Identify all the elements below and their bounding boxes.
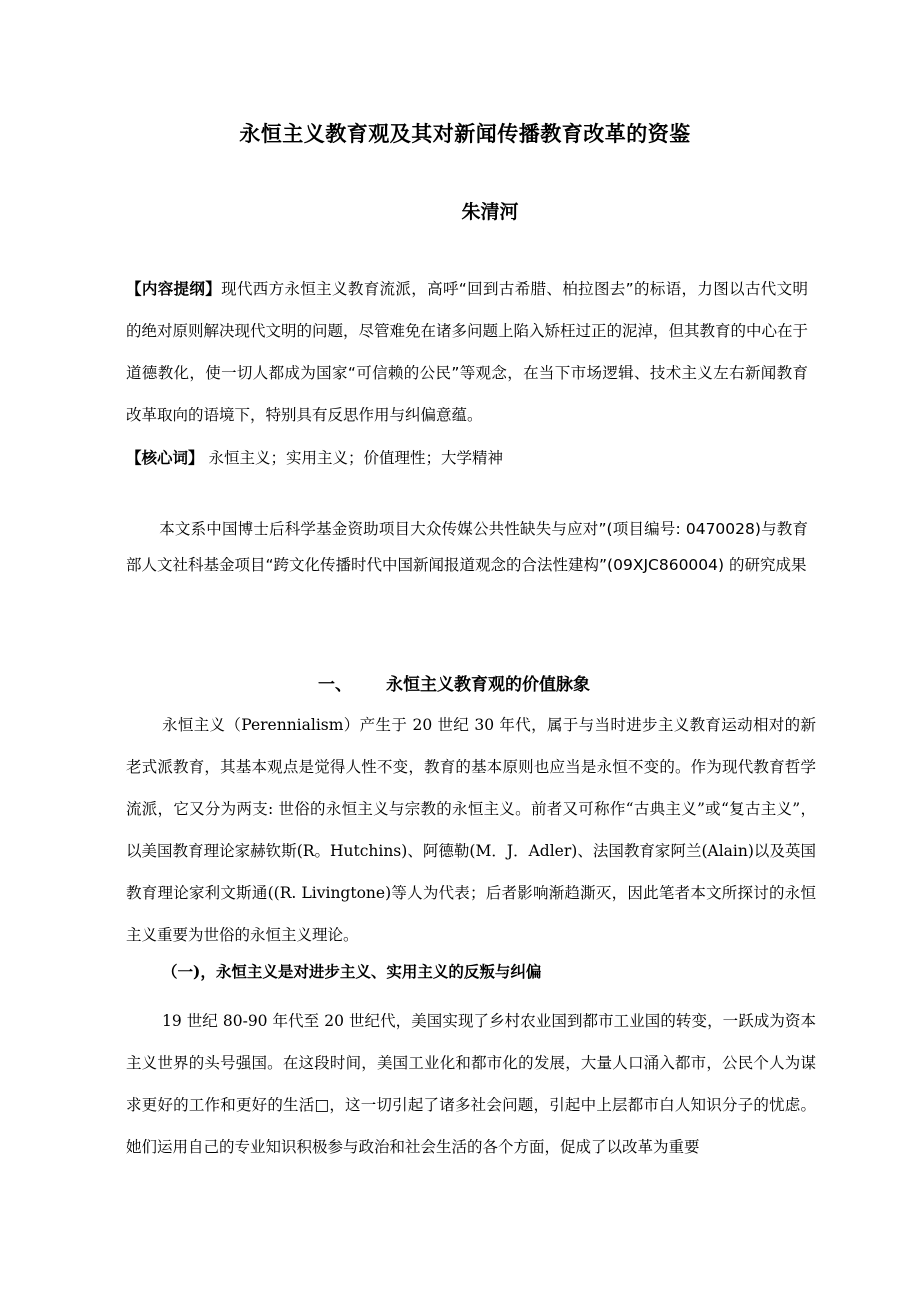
author-name: 朱清河 [461,201,519,223]
abstract-block [126,268,808,436]
abstract-text: 现代西方永恒主义教育流派，高呼“回到古希腊、柏拉图去”的标语，力图以古代文明的绝对原则解决现代文明的问题，尽管难免在诸多问题上陷入矫枉过正的泥淖，但其教育的中心在于道德教化，使一切人都成为国家“可信赖的公民”等观念，在当下市场逻辑、技术主义左右新闻教育改革取向的语境下，特别具有反思作用与纠偏意蕴。 [126,280,809,424]
section-number: 一、 [318,675,352,695]
funding-text: 本文系中国博士后科学基金资助项目大众传媒公共性缺失与应对”(项目编号: 0470028)与教育部人文社科基金项目“跨文化传播时代中国新闻报道观念的合法性建构”(09XJC860004) 的研究成果 [126,520,808,574]
body-paragraph-2: 19 世纪 80-90 年代至 20 世纪代，美国实现了乡村农业国到都市工业国的转变，一跃成为资本主义世界的头号强国。在这段时间，美国工业化和都市化的发展，大量人口涌入都市，公民个人为谋求更好的工作和更好的生活□，这一切引起了诸多社会问题，引起中上层都市白人知识分子的忧虑。她们运用自己的专业知识积极参与政治和社会生活的各个方面，促成了以改革为重要 [126,1012,816,1156]
keywords-block [126,440,808,476]
document-title: 永恒主义教育观及其对新闻传播教育改革的资鉴 [239,122,691,146]
keywords-text: 永恒主义；实用主义；价值理性；大学精神 [208,449,503,467]
abstract-label: 【内容提纲】 [126,280,222,298]
body-paragraph-1: 永恒主义（Perennialism）产生于 20 世纪 30 年代，属于与当时进步主义教育运动相对的新老式派教育，其基本观点是觉得人性不变，教育的基本原则也应当是永恒不变的。作为现代教育哲学流派，它又分为两支: 世俗的永恒主义与宗教的永恒主义。前者又可称作“古典主义”或“复古主义”，以美国教育理论家赫钦斯(R。Hutchins)、阿德勒(M．J．Adler)、法国教育家阿兰(Alain)以及英国教育理论家利文斯通((R. Livingtone)等人为代表；后者影响渐趋澌灭，因此笔者本文所探讨的永恒主义重要为世俗的永恒主义理论。 [126,716,816,944]
funding-note [126,511,808,583]
keywords-label: 【核心词】 [126,449,204,467]
section-heading [318,670,590,695]
section-title: 永恒主义教育观的价值脉象 [386,675,590,695]
subsection-heading: （一)，永恒主义是对进步主义、实用主义的反叛与纠偏 [162,962,542,981]
